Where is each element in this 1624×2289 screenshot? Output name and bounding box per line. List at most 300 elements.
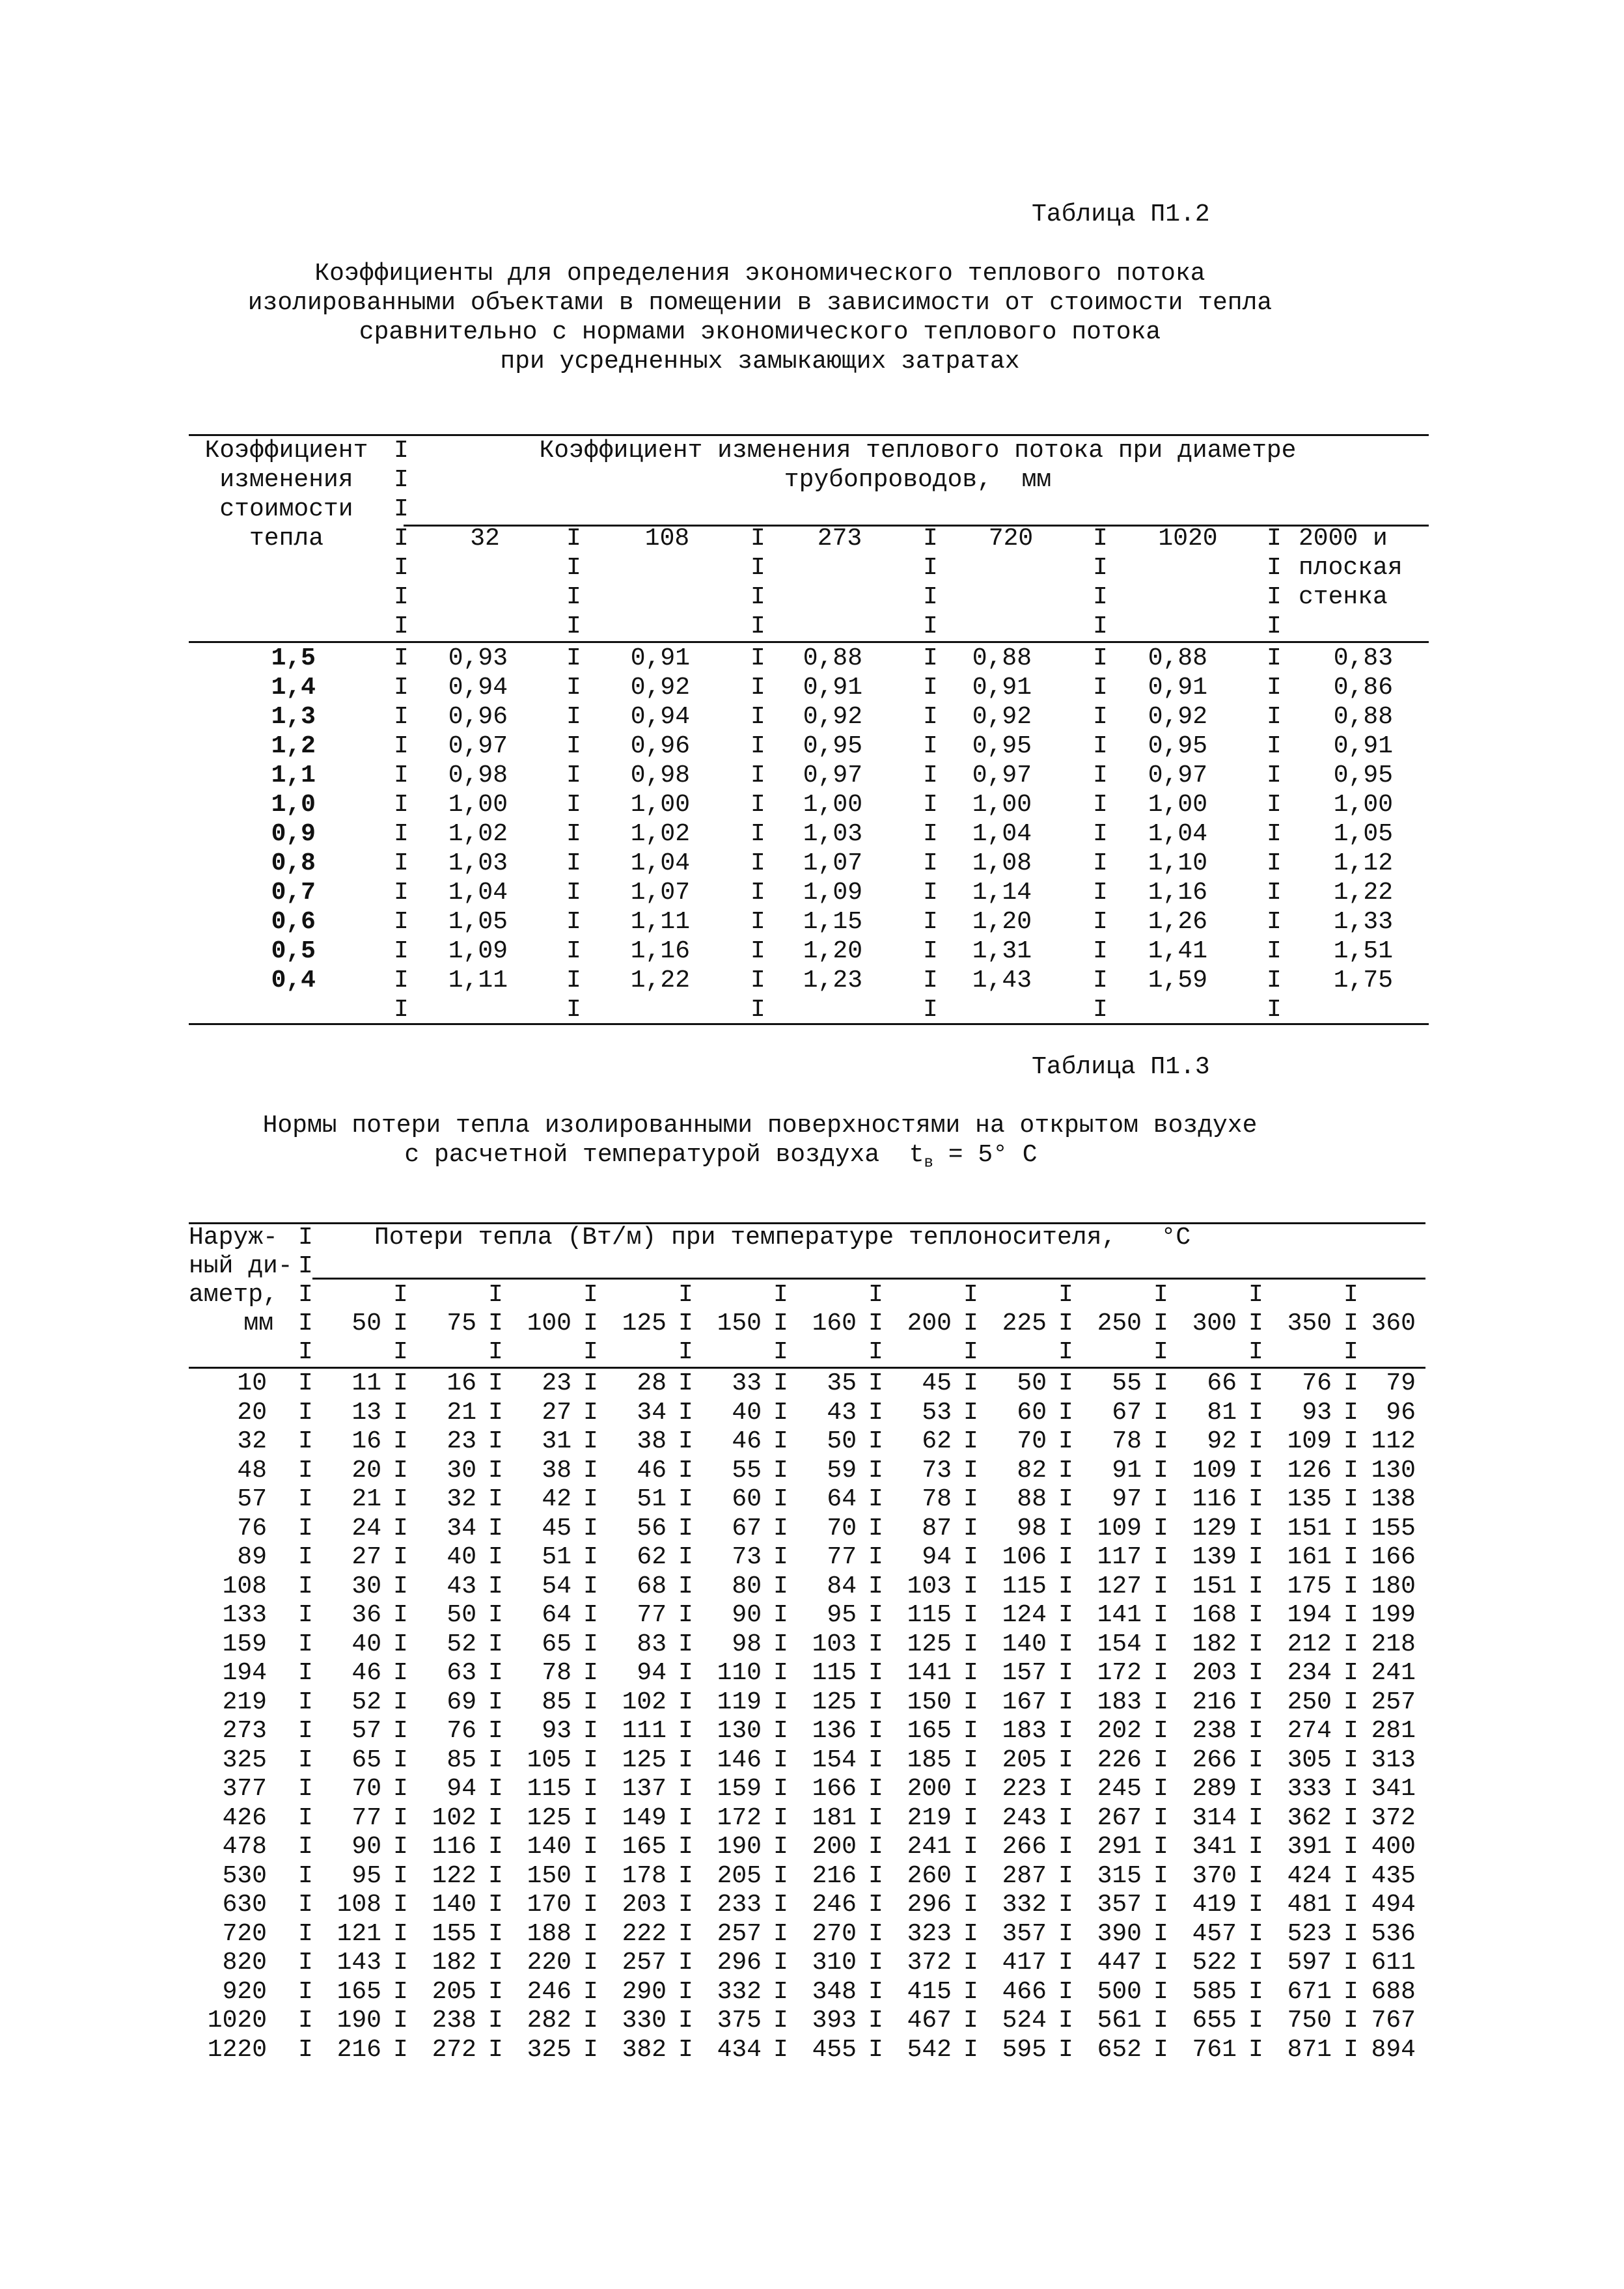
column-separator: I xyxy=(868,1399,883,1427)
column-separator: I xyxy=(1093,791,1108,819)
column-separator: I xyxy=(1058,1804,1073,1832)
caption-text: с расчетной температурой воздуха t xyxy=(404,1141,924,1169)
column-separator: I xyxy=(566,644,581,672)
column-separator: I xyxy=(488,1338,503,1366)
table-cell: 266 xyxy=(1192,1746,1237,1774)
column-separator: I xyxy=(1343,2007,1358,2035)
table-cell: 32 xyxy=(447,1485,476,1513)
row-coefficient: 0,5 xyxy=(271,937,316,965)
column-separator: I xyxy=(868,1281,883,1309)
column-separator: I xyxy=(678,1833,693,1861)
table-cell: 126 xyxy=(1287,1457,1332,1485)
column-separator: I xyxy=(750,937,765,965)
column-separator: I xyxy=(583,1949,598,1977)
table1-caption-line: сравнительно с нормами экономического теплового потока xyxy=(359,318,1161,346)
table-cell: 36 xyxy=(351,1601,381,1629)
table-cell: 151 xyxy=(1192,1572,1237,1600)
table-cell: 42 xyxy=(542,1485,571,1513)
table-cell: 81 xyxy=(1207,1399,1237,1427)
column-separator: I xyxy=(1153,1601,1168,1629)
table-cell: 105 xyxy=(527,1746,571,1774)
column-separator: I xyxy=(923,583,938,611)
table-cell: 85 xyxy=(447,1746,476,1774)
table-cell: 51 xyxy=(542,1543,571,1571)
column-separator: I xyxy=(1267,554,1282,582)
column-separator: I xyxy=(923,554,938,582)
column-separator: I xyxy=(678,1746,693,1774)
table-cell: 45 xyxy=(542,1515,571,1542)
column-separator: I xyxy=(393,2007,408,2035)
column-separator: I xyxy=(1058,1891,1073,1919)
table-cell: 130 xyxy=(717,1717,762,1745)
column-separator: I xyxy=(583,1309,598,1337)
column-separator: I xyxy=(750,644,765,672)
table-cell: 1,04 xyxy=(448,879,508,907)
column-separator: I xyxy=(1058,1338,1073,1366)
table-cell: 0,91 xyxy=(803,674,862,702)
table-cell: 391 xyxy=(1287,1833,1332,1861)
column-separator: I xyxy=(566,583,581,611)
column-separator: I xyxy=(1248,1804,1263,1832)
column-separator: I xyxy=(488,2036,503,2064)
table-cell: 1,05 xyxy=(1333,820,1393,848)
column-separator: I xyxy=(1267,703,1282,731)
table-cell: 332 xyxy=(1002,1891,1047,1919)
column-separator: I xyxy=(678,1717,693,1745)
table-cell: 611 xyxy=(1371,1949,1416,1977)
table-cell: 98 xyxy=(732,1630,762,1658)
column-separator: I xyxy=(1343,1601,1358,1629)
row-coefficient: 0,4 xyxy=(271,966,316,994)
column-header: 250 xyxy=(1097,1309,1142,1337)
row-diameter: 32 xyxy=(237,1427,267,1455)
table1-caption-line: при усредненных замыкающих затратах xyxy=(500,348,1020,376)
table-cell: 417 xyxy=(1002,1949,1047,1977)
column-separator: I xyxy=(583,1920,598,1948)
column-header: 360 xyxy=(1371,1309,1416,1337)
column-separator: I xyxy=(1058,1399,1073,1427)
row-coefficient: 0,8 xyxy=(271,849,316,877)
row-diameter: 1220 xyxy=(207,2036,267,2064)
table-cell: 93 xyxy=(1302,1399,1332,1427)
table-cell: 38 xyxy=(542,1457,571,1485)
table-cell: 455 xyxy=(812,2036,857,2064)
column-header: 75 xyxy=(447,1309,476,1337)
table-cell: 1,05 xyxy=(448,908,508,936)
column-separator: I xyxy=(298,1659,313,1687)
column-separator: I xyxy=(1058,1309,1073,1337)
column-separator: I xyxy=(1153,1515,1168,1542)
column-separator: I xyxy=(1248,1572,1263,1600)
table-cell: 56 xyxy=(637,1515,667,1542)
column-separator: I xyxy=(1058,1543,1073,1571)
table-cell: 149 xyxy=(622,1804,667,1832)
table-cell: 200 xyxy=(907,1775,952,1803)
table-cell: 220 xyxy=(527,1949,571,1977)
column-separator: I xyxy=(750,674,765,702)
table-cell: 161 xyxy=(1287,1543,1332,1571)
column-separator: I xyxy=(394,791,409,819)
column-separator: I xyxy=(298,1485,313,1513)
table-cell: 13 xyxy=(351,1399,381,1427)
column-separator: I xyxy=(1248,1746,1263,1774)
table-cell: 28 xyxy=(637,1369,667,1397)
table-cell: 222 xyxy=(622,1920,667,1948)
table-cell: 291 xyxy=(1097,1833,1142,1861)
column-separator: I xyxy=(1248,1891,1263,1919)
table-cell: 313 xyxy=(1371,1746,1416,1774)
table-cell: 205 xyxy=(432,1978,476,2006)
table-cell: 241 xyxy=(907,1833,952,1861)
column-separator: I xyxy=(394,644,409,672)
column-separator: I xyxy=(298,1252,313,1280)
column-separator: I xyxy=(566,554,581,582)
table-cell: 154 xyxy=(812,1746,857,1774)
table-cell: 1,07 xyxy=(630,879,690,907)
column-separator: I xyxy=(1058,1833,1073,1861)
column-separator: I xyxy=(1153,1369,1168,1397)
table-cell: 64 xyxy=(542,1601,571,1629)
table2-label: Таблица П1.3 xyxy=(1032,1053,1210,1081)
column-separator: I xyxy=(393,1775,408,1803)
column-separator: I xyxy=(394,820,409,848)
column-separator: I xyxy=(963,1746,978,1774)
table-cell: 155 xyxy=(432,1920,476,1948)
table-cell: 1,51 xyxy=(1333,937,1393,965)
column-separator: I xyxy=(1248,1630,1263,1658)
table-cell: 415 xyxy=(907,1978,952,2006)
table-cell: 481 xyxy=(1287,1891,1332,1919)
column-separator: I xyxy=(583,2036,598,2064)
table-cell: 27 xyxy=(351,1543,381,1571)
column-separator: I xyxy=(963,1891,978,1919)
column-separator: I xyxy=(583,1457,598,1485)
column-separator: I xyxy=(1093,849,1108,877)
table-cell: 136 xyxy=(812,1717,857,1745)
column-separator: I xyxy=(1248,1688,1263,1716)
column-separator: I xyxy=(488,1775,503,1803)
column-separator: I xyxy=(1248,1862,1263,1890)
row-coefficient: 0,9 xyxy=(271,820,316,848)
column-separator: I xyxy=(488,1601,503,1629)
table-cell: 45 xyxy=(922,1369,952,1397)
caption-subscript: в xyxy=(924,1154,933,1172)
table-cell: 60 xyxy=(1017,1399,1047,1427)
table-cell: 246 xyxy=(812,1891,857,1919)
column-separator: I xyxy=(393,1746,408,1774)
table-cell: 33 xyxy=(732,1369,762,1397)
column-separator: I xyxy=(963,1630,978,1658)
column-separator: I xyxy=(1058,1659,1073,1687)
column-separator: I xyxy=(750,966,765,994)
table-cell: 165 xyxy=(337,1978,381,2006)
column-separator: I xyxy=(298,1601,313,1629)
column-separator: I xyxy=(393,1804,408,1832)
column-separator: I xyxy=(868,1369,883,1397)
column-separator: I xyxy=(566,937,581,965)
column-separator: I xyxy=(1248,1601,1263,1629)
table-cell: 69 xyxy=(447,1688,476,1716)
table-cell: 1,11 xyxy=(630,908,690,936)
column-separator: I xyxy=(773,1485,788,1513)
column-separator: I xyxy=(1248,1281,1263,1309)
table-cell: 310 xyxy=(812,1949,857,1977)
column-separator: I xyxy=(750,703,765,731)
table-cell: 688 xyxy=(1371,1978,1416,2006)
column-separator: I xyxy=(298,2036,313,2064)
row-diameter: 76 xyxy=(237,1515,267,1542)
table-cell: 1,02 xyxy=(630,820,690,848)
table-cell: 0,95 xyxy=(1148,732,1207,760)
table1-caption-line: Коэффициенты для определения экономического теплового потока xyxy=(314,260,1205,288)
table-cell: 88 xyxy=(1017,1485,1047,1513)
table-cell: 372 xyxy=(1371,1804,1416,1832)
column-separator: I xyxy=(393,1309,408,1337)
table-cell: 305 xyxy=(1287,1746,1332,1774)
table-cell: 1,04 xyxy=(1148,820,1207,848)
table-cell: 202 xyxy=(1097,1717,1142,1745)
table-cell: 125 xyxy=(527,1804,571,1832)
table-cell: 30 xyxy=(351,1572,381,1600)
column-separator: I xyxy=(298,1572,313,1600)
column-separator: I xyxy=(298,1891,313,1919)
table-cell: 121 xyxy=(337,1920,381,1948)
rule-line xyxy=(312,1278,1425,1280)
table-cell: 1,11 xyxy=(448,966,508,994)
table-cell: 94 xyxy=(447,1775,476,1803)
column-separator: I xyxy=(583,1369,598,1397)
table-cell: 400 xyxy=(1371,1833,1416,1861)
column-separator: I xyxy=(393,1891,408,1919)
column-separator: I xyxy=(1248,1775,1263,1803)
table-cell: 40 xyxy=(732,1399,762,1427)
column-separator: I xyxy=(394,732,409,760)
table-cell: 216 xyxy=(1192,1688,1237,1716)
table-cell: 150 xyxy=(907,1688,952,1716)
table-cell: 0,97 xyxy=(1148,761,1207,789)
column-separator: I xyxy=(393,1978,408,2006)
table-cell: 141 xyxy=(1097,1601,1142,1629)
table-cell: 290 xyxy=(622,1978,667,2006)
table-cell: 1,09 xyxy=(803,879,862,907)
column-separator: I xyxy=(923,761,938,789)
column-separator: I xyxy=(1093,525,1108,553)
table-cell: 108 xyxy=(337,1891,381,1919)
column-separator: I xyxy=(773,1804,788,1832)
table-cell: 1,41 xyxy=(1148,937,1207,965)
table-cell: 205 xyxy=(1002,1746,1047,1774)
column-separator: I xyxy=(566,703,581,731)
column-separator: I xyxy=(1153,1309,1168,1337)
column-separator: I xyxy=(1153,1399,1168,1427)
column-separator: I xyxy=(1343,1920,1358,1948)
table-cell: 0,96 xyxy=(630,732,690,760)
row-diameter: 10 xyxy=(237,1369,267,1397)
table-cell: 0,92 xyxy=(972,703,1032,731)
table-cell: 257 xyxy=(717,1920,762,1948)
table-cell: 0,83 xyxy=(1333,644,1393,672)
table-cell: 40 xyxy=(447,1543,476,1571)
row-diameter: 377 xyxy=(222,1775,267,1803)
column-separator: I xyxy=(1093,554,1108,582)
column-separator: I xyxy=(1248,1399,1263,1427)
column-separator: I xyxy=(488,1543,503,1571)
table-cell: 190 xyxy=(717,1833,762,1861)
column-separator: I xyxy=(963,1833,978,1861)
column-separator: I xyxy=(488,1281,503,1309)
column-separator: I xyxy=(566,908,581,936)
table-cell: 40 xyxy=(351,1630,381,1658)
table-cell: 419 xyxy=(1192,1891,1237,1919)
column-separator: I xyxy=(583,1891,598,1919)
row-coefficient: 1,2 xyxy=(271,732,316,760)
table-cell: 93 xyxy=(542,1717,571,1745)
column-header: 225 xyxy=(1002,1309,1047,1337)
table-cell: 0,88 xyxy=(1333,703,1393,731)
table-cell: 27 xyxy=(542,1399,571,1427)
table-cell: 55 xyxy=(732,1457,762,1485)
column-separator: I xyxy=(1267,791,1282,819)
header-title: Потери тепла (Вт/м) при температуре теплоносителя, °С xyxy=(374,1224,1191,1252)
table-cell: 434 xyxy=(717,2036,762,2064)
row-diameter: 133 xyxy=(222,1601,267,1629)
table-cell: 1,03 xyxy=(803,820,862,848)
column-separator: I xyxy=(1093,583,1108,611)
table-cell: 296 xyxy=(717,1949,762,1977)
table-cell: 140 xyxy=(432,1891,476,1919)
table-cell: 1,14 xyxy=(972,879,1032,907)
column-separator: I xyxy=(394,703,409,731)
column-header: 32 xyxy=(470,525,500,553)
table-cell: 1,04 xyxy=(972,820,1032,848)
column-separator: I xyxy=(394,966,409,994)
header-left-line: мм xyxy=(243,1309,273,1337)
column-separator: I xyxy=(1153,1891,1168,1919)
column-separator: I xyxy=(1058,1281,1073,1309)
column-separator: I xyxy=(566,525,581,553)
table-cell: 325 xyxy=(527,2036,571,2064)
table-cell: 170 xyxy=(527,1891,571,1919)
table-cell: 0,98 xyxy=(630,761,690,789)
table-cell: 91 xyxy=(1112,1457,1142,1485)
column-separator: I xyxy=(1343,1688,1358,1716)
column-separator: I xyxy=(298,2007,313,2035)
column-separator: I xyxy=(773,1399,788,1427)
row-diameter: 720 xyxy=(222,1920,267,1948)
column-separator: I xyxy=(583,1281,598,1309)
column-separator: I xyxy=(394,761,409,789)
table-cell: 1,00 xyxy=(1333,791,1393,819)
row-diameter: 530 xyxy=(222,1862,267,1890)
column-separator: I xyxy=(583,1833,598,1861)
column-separator: I xyxy=(678,1399,693,1427)
column-separator: I xyxy=(1343,1833,1358,1861)
column-separator: I xyxy=(488,1427,503,1455)
table-cell: 0,97 xyxy=(803,761,862,789)
column-separator: I xyxy=(488,1804,503,1832)
column-separator: I xyxy=(750,879,765,907)
column-separator: I xyxy=(394,996,409,1024)
column-separator: I xyxy=(583,1630,598,1658)
table-cell: 871 xyxy=(1287,2036,1332,2064)
column-separator: I xyxy=(1343,1630,1358,1658)
column-separator: I xyxy=(1267,849,1282,877)
column-separator: I xyxy=(923,849,938,877)
column-separator: I xyxy=(1058,1515,1073,1542)
table-cell: 167 xyxy=(1002,1688,1047,1716)
column-separator: I xyxy=(773,1659,788,1687)
table-cell: 130 xyxy=(1371,1457,1416,1485)
column-header: 150 xyxy=(717,1309,762,1337)
table-cell: 50 xyxy=(1017,1369,1047,1397)
column-separator: I xyxy=(1267,996,1282,1024)
table-cell: 116 xyxy=(1192,1485,1237,1513)
table-cell: 199 xyxy=(1371,1601,1416,1629)
column-separator: I xyxy=(963,1949,978,1977)
column-separator: I xyxy=(1153,1427,1168,1455)
table-cell: 424 xyxy=(1287,1862,1332,1890)
table-cell: 561 xyxy=(1097,2007,1142,2035)
table-cell: 135 xyxy=(1287,1485,1332,1513)
table-cell: 95 xyxy=(351,1862,381,1890)
table-cell: 109 xyxy=(1287,1427,1332,1455)
table-cell: 323 xyxy=(907,1920,952,1948)
table-cell: 141 xyxy=(907,1659,952,1687)
table-cell: 1,00 xyxy=(630,791,690,819)
column-separator: I xyxy=(1343,1949,1358,1977)
column-separator: I xyxy=(773,1862,788,1890)
table-cell: 234 xyxy=(1287,1659,1332,1687)
column-separator: I xyxy=(583,1775,598,1803)
row-coefficient: 0,6 xyxy=(271,908,316,936)
column-separator: I xyxy=(678,1862,693,1890)
column-separator: I xyxy=(298,1338,313,1366)
table-cell: 0,97 xyxy=(448,732,508,760)
table-cell: 165 xyxy=(907,1717,952,1745)
column-separator: I xyxy=(1058,1457,1073,1485)
column-separator: I xyxy=(488,1688,503,1716)
table-cell: 50 xyxy=(447,1601,476,1629)
row-diameter: 920 xyxy=(222,1978,267,2006)
table-cell: 188 xyxy=(527,1920,571,1948)
table-cell: 370 xyxy=(1192,1862,1237,1890)
column-separator: I xyxy=(1153,1338,1168,1366)
table-cell: 97 xyxy=(1112,1485,1142,1513)
table-cell: 67 xyxy=(732,1515,762,1542)
column-header: 1020 xyxy=(1158,525,1218,553)
column-separator: I xyxy=(1058,1427,1073,1455)
column-separator: I xyxy=(583,1804,598,1832)
table-cell: 393 xyxy=(812,2007,857,2035)
table-cell: 0,94 xyxy=(448,674,508,702)
column-separator: I xyxy=(773,1833,788,1861)
column-separator: I xyxy=(1343,1485,1358,1513)
column-separator: I xyxy=(298,1949,313,1977)
table-cell: 522 xyxy=(1192,1949,1237,1977)
table-cell: 57 xyxy=(351,1717,381,1745)
table-cell: 1,75 xyxy=(1333,966,1393,994)
table-cell: 85 xyxy=(542,1688,571,1716)
column-separator: I xyxy=(678,1338,693,1366)
table-cell: 216 xyxy=(812,1862,857,1890)
table-cell: 70 xyxy=(1017,1427,1047,1455)
column-separator: I xyxy=(298,1717,313,1745)
column-separator: I xyxy=(1093,612,1108,640)
column-separator: I xyxy=(1248,1833,1263,1861)
column-separator: I xyxy=(750,849,765,877)
table-cell: 129 xyxy=(1192,1515,1237,1542)
table-cell: 435 xyxy=(1371,1862,1416,1890)
